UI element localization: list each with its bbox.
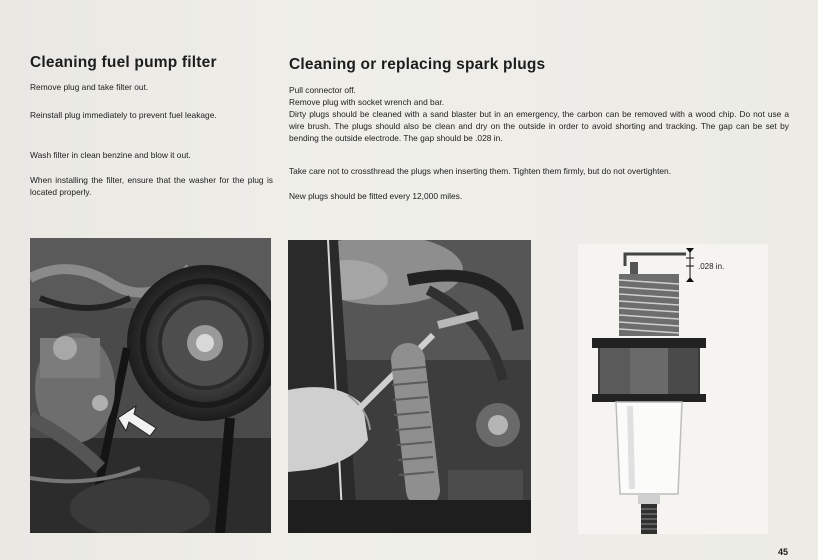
fuel-filter-step-1: Remove plug and take filter out.	[30, 82, 149, 92]
gap-measurement-label: .028 in.	[698, 262, 725, 271]
fuel-filter-step-2: Reinstall plug immediately to prevent fuel leakage.	[30, 110, 217, 120]
spark-plug-cleaning-text: Dirty plugs should be cleaned with a sand blaster but in an emergency, the carbon can be removed with a wood chip. Do not use a wire brush. The plugs should also be clean and dry on the outside in order to avoid shorting and tracking. The gap can be set by bending the outside electrode. The gap should be .028 in.	[289, 109, 789, 144]
spark-plug-install-text: Take care not to crossthread the plugs when inserting them. Tighten them firmly, but do not overtighten.	[289, 166, 672, 176]
fuel-filter-step-3: Wash filter in clean benzine and blow it out.	[30, 150, 191, 160]
spark-plug-figure	[578, 244, 768, 534]
page-number: 45	[777, 547, 788, 557]
spark-plug-removal-photo	[288, 240, 531, 533]
fuel-pump-photo	[30, 238, 271, 533]
spark-plugs-heading: Cleaning or replacing spark plugs	[289, 56, 546, 73]
spark-plug-step-1: Pull connector off.	[289, 85, 356, 95]
spark-plug-step-2: Remove plug with socket wrench and bar.	[289, 97, 445, 107]
spark-plug-replacement-interval: New plugs should be fitted every 12,000 miles.	[289, 191, 463, 201]
fuel-pump-filter-heading: Cleaning fuel pump filter	[30, 54, 217, 71]
fuel-filter-step-4: When installing the filter, ensure that the washer for the plug is located properly.	[30, 175, 273, 198]
